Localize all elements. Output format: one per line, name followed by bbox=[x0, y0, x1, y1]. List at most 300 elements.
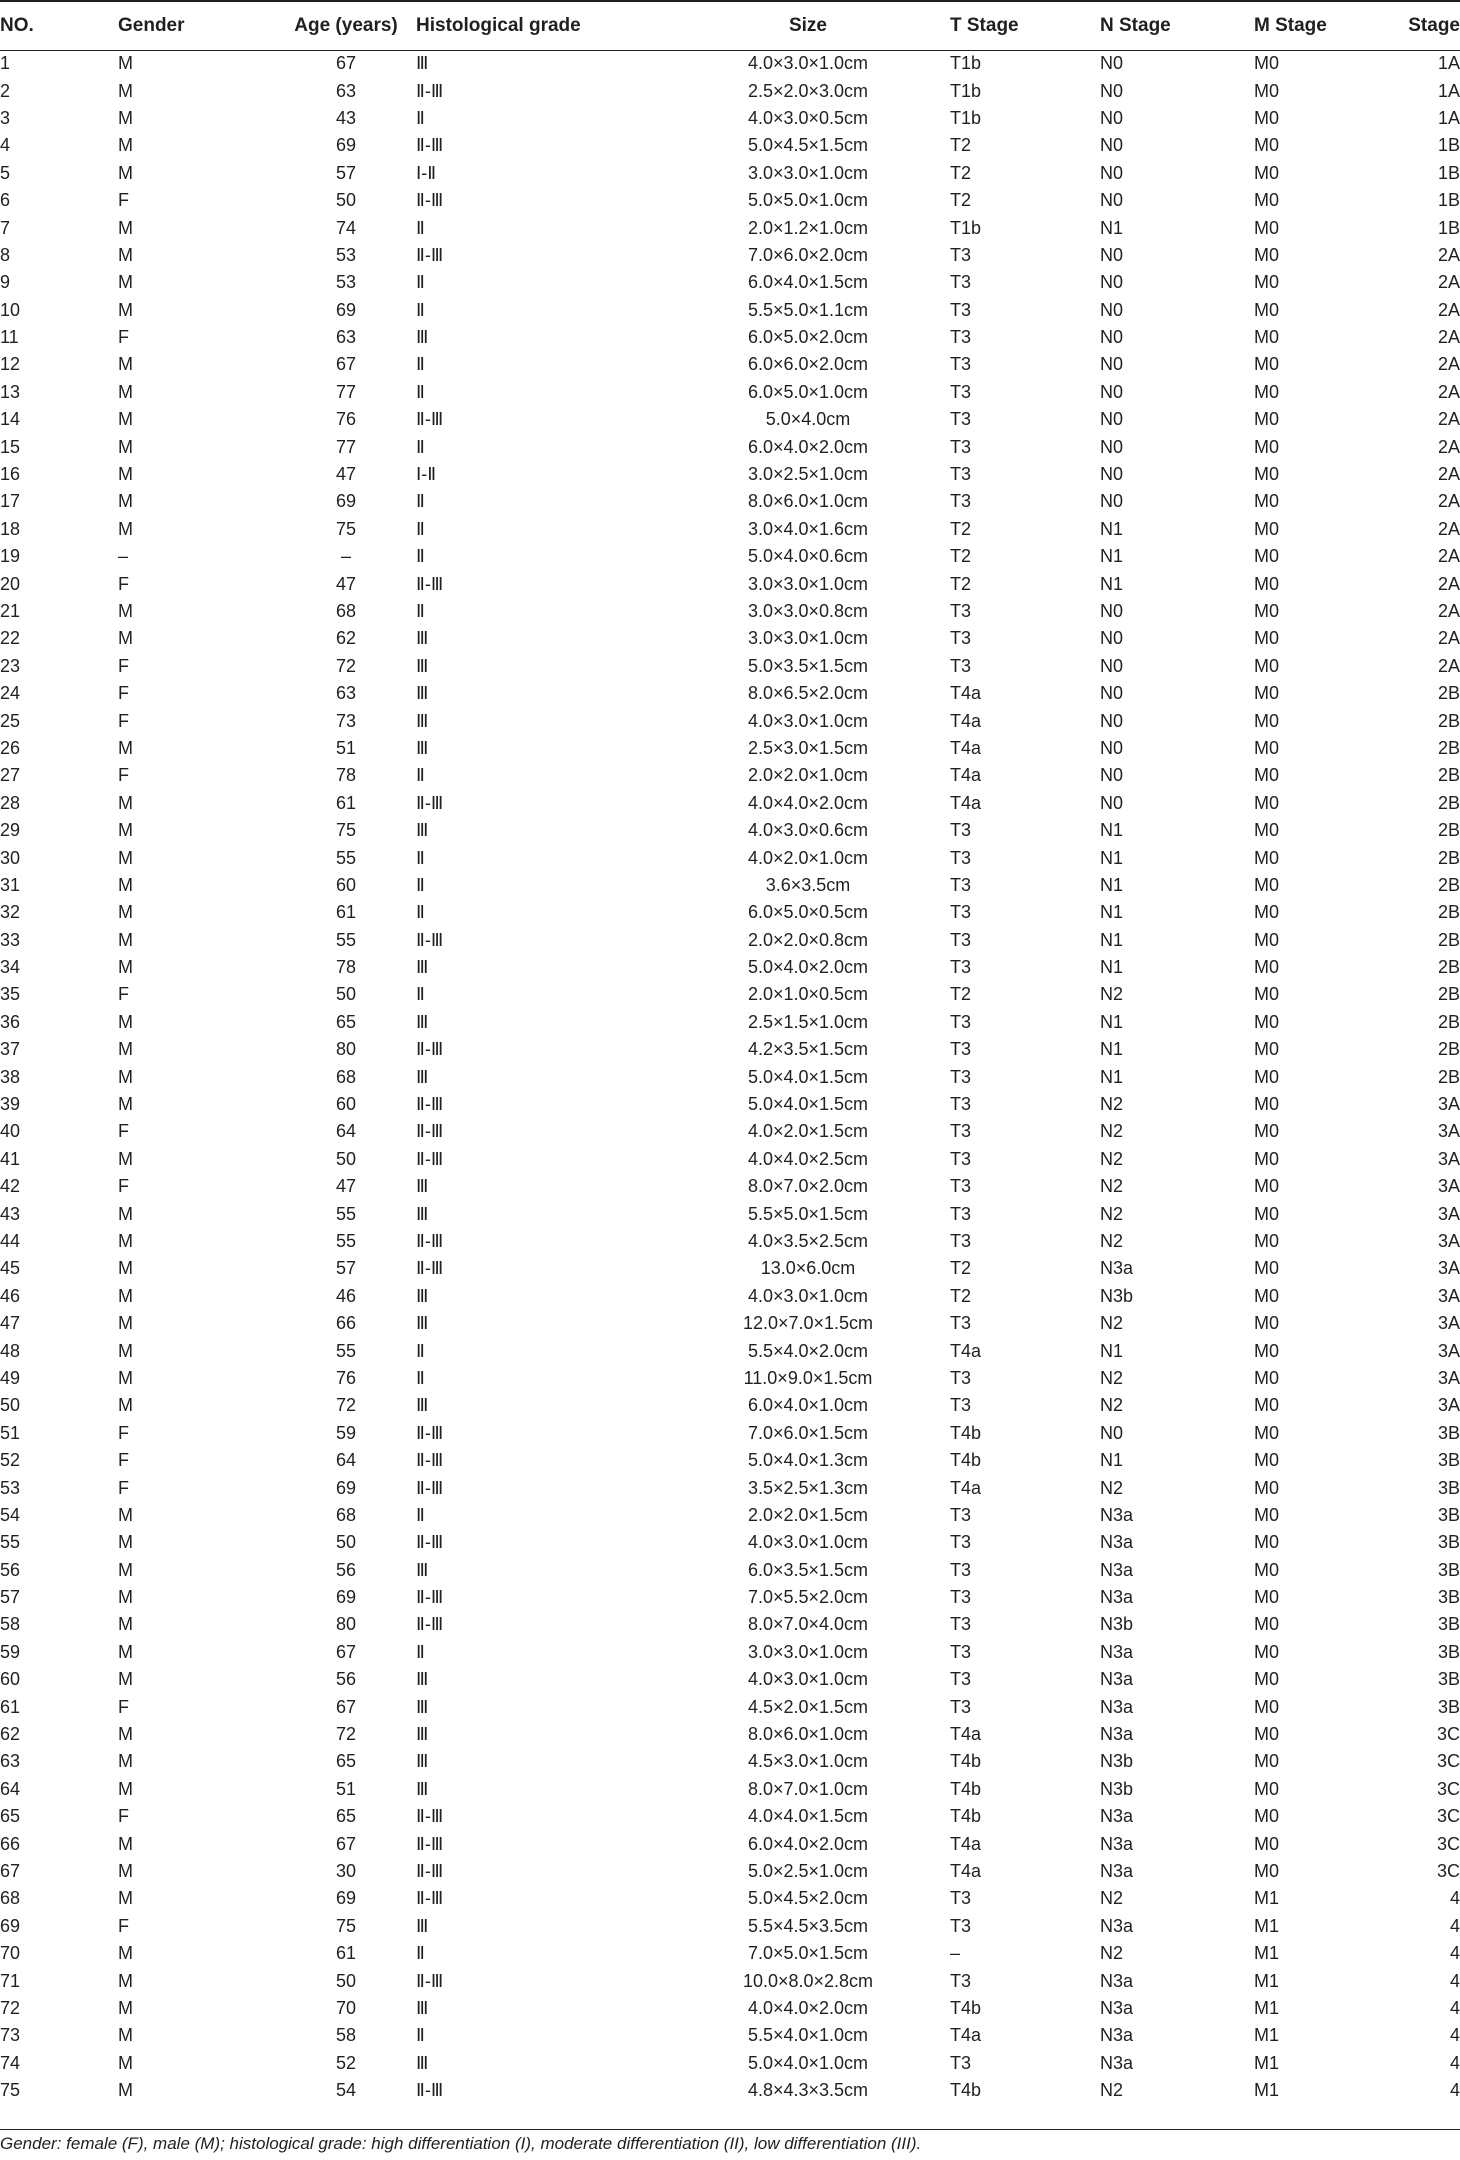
cell-t-stage: T3 bbox=[950, 902, 972, 923]
cell-age: 69 bbox=[335, 299, 357, 320]
table-row bbox=[0, 1913, 1460, 1940]
cell-size: 5.0×4.0×2.0cm bbox=[747, 957, 869, 978]
cell-t-stage: T3 bbox=[950, 244, 972, 265]
cell-no: 17 bbox=[0, 491, 21, 512]
cell-age: 74 bbox=[335, 217, 357, 238]
cell-m-stage: M0 bbox=[1254, 53, 1280, 74]
cell-histological-grade: Ⅲ bbox=[416, 1203, 429, 1224]
cell-gender: F bbox=[118, 710, 129, 731]
cell-t-stage: T3 bbox=[950, 1148, 972, 1169]
table-row bbox=[0, 2022, 1460, 2049]
cell-m-stage: M0 bbox=[1254, 628, 1280, 649]
cell-age: 67 bbox=[335, 1641, 357, 1662]
cell-stage: 3B bbox=[1437, 1450, 1460, 1471]
cell-age: 72 bbox=[335, 655, 357, 676]
cell-age: 43 bbox=[335, 107, 357, 128]
cell-t-stage: T3 bbox=[950, 1888, 972, 1909]
cell-n-stage: N1 bbox=[1100, 546, 1124, 567]
cell-size: 6.0×4.0×2.0cm bbox=[747, 1833, 869, 1854]
cell-size: 4.2×3.5×1.5cm bbox=[747, 1039, 869, 1060]
cell-histological-grade: Ⅱ-Ⅲ bbox=[416, 1477, 444, 1498]
column-header-n-stage: N Stage bbox=[1100, 15, 1171, 36]
cell-t-stage: T4a bbox=[950, 1860, 982, 1881]
cell-t-stage: T4b bbox=[950, 1806, 982, 1827]
table-row bbox=[0, 461, 1460, 488]
cell-age: 50 bbox=[335, 1970, 357, 1991]
cell-size: 2.5×3.0×1.5cm bbox=[747, 737, 869, 758]
cell-m-stage: M0 bbox=[1254, 1751, 1280, 1772]
cell-histological-grade: Ⅱ-Ⅲ bbox=[416, 80, 444, 101]
cell-no: 44 bbox=[0, 1230, 21, 1251]
cell-stage: 2A bbox=[1437, 272, 1460, 293]
cell-age: 78 bbox=[335, 765, 357, 786]
cell-age: 65 bbox=[335, 1806, 357, 1827]
cell-n-stage: N2 bbox=[1100, 1094, 1124, 1115]
cell-age: 69 bbox=[335, 1888, 357, 1909]
cell-histological-grade: Ⅱ bbox=[416, 491, 425, 512]
table-row bbox=[0, 324, 1460, 351]
cell-size: 7.0×5.5×2.0cm bbox=[747, 1587, 869, 1608]
cell-no: 9 bbox=[0, 272, 11, 293]
cell-gender: M bbox=[118, 80, 133, 101]
table-row bbox=[0, 214, 1460, 241]
cell-stage: 2B bbox=[1437, 737, 1460, 758]
cell-size: 6.0×5.0×2.0cm bbox=[747, 327, 869, 348]
cell-age: 65 bbox=[335, 1011, 357, 1032]
cell-age: 46 bbox=[335, 1285, 357, 1306]
cell-stage: 2A bbox=[1437, 244, 1460, 265]
cell-m-stage: M0 bbox=[1254, 1614, 1280, 1635]
cell-no: 57 bbox=[0, 1587, 21, 1608]
cell-no: 69 bbox=[0, 1915, 21, 1936]
cell-size: 3.0×2.5×1.0cm bbox=[747, 464, 869, 485]
cell-t-stage: T2 bbox=[950, 518, 972, 539]
table-row bbox=[0, 187, 1460, 214]
cell-m-stage: M0 bbox=[1254, 1724, 1280, 1745]
cell-gender: M bbox=[118, 874, 133, 895]
cell-n-stage: N1 bbox=[1100, 847, 1124, 868]
cell-gender: M bbox=[118, 1395, 133, 1416]
cell-histological-grade: Ⅱ-Ⅲ bbox=[416, 1450, 444, 1471]
cell-n-stage: N3a bbox=[1100, 1860, 1134, 1881]
cell-stage: 2A bbox=[1437, 299, 1460, 320]
cell-gender: F bbox=[118, 1121, 129, 1142]
cell-stage: 1A bbox=[1437, 53, 1460, 74]
cell-histological-grade: Ⅱ-Ⅲ bbox=[416, 1258, 444, 1279]
cell-size: 4.0×4.0×1.5cm bbox=[747, 1806, 869, 1827]
cell-m-stage: M0 bbox=[1254, 737, 1280, 758]
cell-m-stage: M0 bbox=[1254, 1422, 1280, 1443]
cell-gender: M bbox=[118, 272, 133, 293]
cell-age: 53 bbox=[335, 244, 357, 265]
cell-t-stage: T3 bbox=[950, 847, 972, 868]
cell-stage: 4 bbox=[1449, 2080, 1460, 2101]
cell-t-stage: T3 bbox=[950, 1313, 972, 1334]
cell-stage: 3B bbox=[1437, 1477, 1460, 1498]
cell-no: 45 bbox=[0, 1258, 21, 1279]
cell-gender: M bbox=[118, 299, 133, 320]
cell-no: 58 bbox=[0, 1614, 21, 1635]
cell-m-stage: M0 bbox=[1254, 1477, 1280, 1498]
cell-t-stage: T3 bbox=[950, 1532, 972, 1553]
column-header-no: NO. bbox=[0, 15, 34, 36]
cell-gender: M bbox=[118, 518, 133, 539]
cell-n-stage: N2 bbox=[1100, 1176, 1124, 1197]
cell-no: 70 bbox=[0, 1943, 21, 1964]
cell-t-stage: T3 bbox=[950, 436, 972, 457]
cell-n-stage: N0 bbox=[1100, 792, 1124, 813]
cell-stage: 3A bbox=[1437, 1094, 1460, 1115]
cell-histological-grade: Ⅲ bbox=[416, 1176, 429, 1197]
cell-gender: M bbox=[118, 1943, 133, 1964]
cell-size: 7.0×6.0×2.0cm bbox=[747, 244, 869, 265]
cell-t-stage: T4a bbox=[950, 1340, 982, 1361]
cell-histological-grade: Ⅲ bbox=[416, 1285, 429, 1306]
cell-t-stage: T4a bbox=[950, 792, 982, 813]
table-row bbox=[0, 1118, 1460, 1145]
cell-n-stage: N0 bbox=[1100, 162, 1124, 183]
cell-stage: 2B bbox=[1437, 683, 1460, 704]
cell-n-stage: N3a bbox=[1100, 2025, 1134, 2046]
cell-m-stage: M0 bbox=[1254, 1806, 1280, 1827]
cell-t-stage: T3 bbox=[950, 1203, 972, 1224]
cell-gender: M bbox=[118, 1778, 133, 1799]
cell-n-stage: N1 bbox=[1100, 929, 1124, 950]
cell-age: 50 bbox=[335, 1148, 357, 1169]
column-header-m-stage: M Stage bbox=[1254, 15, 1327, 36]
cell-no: 67 bbox=[0, 1860, 21, 1881]
cell-m-stage: M0 bbox=[1254, 1641, 1280, 1662]
cell-no: 18 bbox=[0, 518, 21, 539]
cell-gender: F bbox=[118, 984, 129, 1005]
cell-m-stage: M0 bbox=[1254, 1450, 1280, 1471]
table-header-row bbox=[0, 2, 1460, 50]
cell-gender: M bbox=[118, 354, 133, 375]
cell-histological-grade: Ⅲ bbox=[416, 1669, 429, 1690]
cell-t-stage: T3 bbox=[950, 1641, 972, 1662]
cell-histological-grade: Ⅲ bbox=[416, 327, 429, 348]
cell-age: 68 bbox=[335, 1504, 357, 1525]
cell-size: 4.0×4.0×2.5cm bbox=[747, 1148, 869, 1169]
cell-n-stage: N2 bbox=[1100, 1477, 1124, 1498]
table-row bbox=[0, 379, 1460, 406]
cell-size: 5.0×4.5×1.5cm bbox=[747, 135, 869, 156]
cell-m-stage: M0 bbox=[1254, 1039, 1280, 1060]
column-header-age: Age (years) bbox=[294, 15, 398, 36]
cell-stage: 1B bbox=[1437, 135, 1460, 156]
cell-gender: F bbox=[118, 1696, 129, 1717]
cell-age: 57 bbox=[335, 1258, 357, 1279]
cell-gender: M bbox=[118, 244, 133, 265]
cell-m-stage: M0 bbox=[1254, 874, 1280, 895]
cell-size: 5.0×4.0cm bbox=[765, 409, 851, 430]
cell-histological-grade: Ⅰ-Ⅱ bbox=[416, 162, 437, 183]
table-row bbox=[0, 1420, 1460, 1447]
cell-histological-grade: Ⅱ bbox=[416, 1504, 425, 1525]
cell-histological-grade: Ⅱ bbox=[416, 765, 425, 786]
cell-no: 30 bbox=[0, 847, 21, 868]
cell-stage: 4 bbox=[1449, 1970, 1460, 1991]
table-row bbox=[0, 1776, 1460, 1803]
cell-no: 24 bbox=[0, 683, 21, 704]
cell-t-stage: T2 bbox=[950, 1258, 972, 1279]
cell-t-stage: T3 bbox=[950, 491, 972, 512]
cell-no: 73 bbox=[0, 2025, 21, 2046]
cell-size: 6.0×3.5×1.5cm bbox=[747, 1559, 869, 1580]
cell-age: 64 bbox=[335, 1121, 357, 1142]
cell-n-stage: N3a bbox=[1100, 1669, 1134, 1690]
cell-m-stage: M1 bbox=[1254, 1997, 1280, 2018]
cell-t-stage: T3 bbox=[950, 272, 972, 293]
cell-age: 75 bbox=[335, 820, 357, 841]
cell-histological-grade: Ⅱ bbox=[416, 601, 425, 621]
cell-size: 5.0×5.0×1.0cm bbox=[747, 190, 869, 211]
cell-m-stage: M0 bbox=[1254, 1395, 1280, 1416]
cell-t-stage: T3 bbox=[950, 2052, 972, 2073]
cell-gender: M bbox=[118, 2080, 133, 2101]
cell-histological-grade: Ⅲ bbox=[416, 53, 429, 74]
cell-stage: 4 bbox=[1449, 1888, 1460, 1909]
cell-age: 58 bbox=[335, 2025, 357, 2046]
cell-gender: M bbox=[118, 1724, 133, 1745]
cell-no: 71 bbox=[0, 1970, 21, 1991]
cell-size: 4.5×2.0×1.5cm bbox=[747, 1696, 869, 1717]
cell-histological-grade: Ⅲ bbox=[416, 1778, 429, 1799]
cell-age: 63 bbox=[335, 80, 357, 101]
cell-gender: M bbox=[118, 628, 133, 649]
cell-no: 6 bbox=[0, 190, 11, 211]
cell-no: 40 bbox=[0, 1121, 21, 1142]
cell-n-stage: N1 bbox=[1100, 874, 1124, 895]
cell-gender: M bbox=[118, 1285, 133, 1306]
cell-histological-grade: Ⅱ-Ⅲ bbox=[416, 573, 444, 594]
table-row bbox=[0, 1858, 1460, 1885]
cell-size: 4.5×3.0×1.0cm bbox=[747, 1751, 869, 1772]
cell-histological-grade: Ⅱ bbox=[416, 1367, 425, 1388]
cell-gender: M bbox=[118, 1888, 133, 1909]
cell-histological-grade: Ⅱ-Ⅲ bbox=[416, 135, 444, 156]
cell-n-stage: N2 bbox=[1100, 1313, 1124, 1334]
cell-no: 34 bbox=[0, 957, 21, 978]
cell-m-stage: M1 bbox=[1254, 1888, 1280, 1909]
cell-age: 55 bbox=[335, 847, 357, 868]
cell-n-stage: N2 bbox=[1100, 1203, 1124, 1224]
cell-t-stage: T4a bbox=[950, 765, 982, 786]
cell-m-stage: M0 bbox=[1254, 847, 1280, 868]
cell-gender: F bbox=[118, 1422, 129, 1443]
cell-t-stage: T3 bbox=[950, 601, 972, 621]
table-row bbox=[0, 1337, 1460, 1364]
cell-no: 38 bbox=[0, 1066, 21, 1087]
cell-size: 2.0×2.0×1.0cm bbox=[747, 765, 869, 786]
cell-no: 4 bbox=[0, 135, 11, 156]
cell-t-stage: T3 bbox=[950, 1614, 972, 1635]
cell-no: 61 bbox=[0, 1696, 21, 1717]
cell-histological-grade: Ⅱ-Ⅲ bbox=[416, 1422, 444, 1443]
cell-gender: M bbox=[118, 792, 133, 813]
cell-n-stage: N2 bbox=[1100, 984, 1124, 1005]
cell-histological-grade: Ⅱ-Ⅲ bbox=[416, 409, 444, 430]
table-row bbox=[0, 1091, 1460, 1118]
cell-gender: M bbox=[118, 107, 133, 128]
cell-histological-grade: Ⅱ-Ⅲ bbox=[416, 190, 444, 211]
cell-size: 4.0×3.0×0.5cm bbox=[747, 107, 869, 128]
cell-m-stage: M0 bbox=[1254, 107, 1280, 128]
cell-histological-grade: Ⅱ bbox=[416, 1340, 425, 1361]
cell-no: 55 bbox=[0, 1532, 21, 1553]
cell-stage: 3A bbox=[1437, 1176, 1460, 1197]
cell-m-stage: M0 bbox=[1254, 80, 1280, 101]
cell-age: 77 bbox=[335, 381, 357, 402]
cell-no: 39 bbox=[0, 1094, 21, 1115]
cell-gender: F bbox=[118, 1450, 129, 1471]
cell-t-stage: T3 bbox=[950, 1504, 972, 1525]
cell-size: 3.0×3.0×0.8cm bbox=[747, 601, 869, 621]
table-row bbox=[0, 1255, 1460, 1282]
cell-stage: 3B bbox=[1437, 1587, 1460, 1608]
cell-n-stage: N1 bbox=[1100, 573, 1124, 594]
cell-histological-grade: Ⅱ-Ⅲ bbox=[416, 929, 444, 950]
cell-age: 76 bbox=[335, 409, 357, 430]
cell-histological-grade: Ⅱ bbox=[416, 107, 425, 128]
cell-n-stage: N0 bbox=[1100, 436, 1124, 457]
cell-t-stage: T4a bbox=[950, 1477, 982, 1498]
cell-histological-grade: Ⅲ bbox=[416, 683, 429, 704]
cell-stage: 3B bbox=[1437, 1696, 1460, 1717]
cell-n-stage: N3b bbox=[1100, 1778, 1134, 1799]
cell-m-stage: M0 bbox=[1254, 381, 1280, 402]
cell-no: 42 bbox=[0, 1176, 21, 1197]
cell-t-stage: T3 bbox=[950, 1121, 972, 1142]
table-row bbox=[0, 1228, 1460, 1255]
cell-gender: F bbox=[118, 683, 129, 704]
cell-no: 7 bbox=[0, 217, 11, 238]
cell-n-stage: N0 bbox=[1100, 299, 1124, 320]
cell-m-stage: M0 bbox=[1254, 710, 1280, 731]
cell-n-stage: N2 bbox=[1100, 1943, 1124, 1964]
cell-n-stage: N0 bbox=[1100, 1422, 1124, 1443]
cell-t-stage: T3 bbox=[950, 1230, 972, 1251]
table-row bbox=[0, 77, 1460, 104]
cell-histological-grade: Ⅱ-Ⅲ bbox=[416, 1094, 444, 1115]
cell-size: 5.0×3.5×1.5cm bbox=[747, 655, 869, 676]
cell-n-stage: N3a bbox=[1100, 1696, 1134, 1717]
cell-stage: 4 bbox=[1449, 2052, 1460, 2073]
cell-m-stage: M0 bbox=[1254, 1176, 1280, 1197]
cell-age: 78 bbox=[335, 957, 357, 978]
cell-gender: M bbox=[118, 1340, 133, 1361]
cell-t-stage: T1b bbox=[950, 217, 982, 238]
cell-age: 47 bbox=[335, 464, 357, 485]
cell-t-stage: T1b bbox=[950, 80, 982, 101]
cell-gender: M bbox=[118, 847, 133, 868]
cell-t-stage: T4a bbox=[950, 683, 982, 704]
cell-stage: 2A bbox=[1437, 409, 1460, 430]
cell-no: 21 bbox=[0, 601, 21, 621]
cell-histological-grade: Ⅱ bbox=[416, 436, 425, 457]
cell-age: 75 bbox=[335, 518, 357, 539]
cell-n-stage: N1 bbox=[1100, 1066, 1124, 1087]
cell-n-stage: N0 bbox=[1100, 244, 1124, 265]
cell-m-stage: M0 bbox=[1254, 217, 1280, 238]
cell-age: – bbox=[340, 546, 351, 567]
cell-t-stage: T4b bbox=[950, 1997, 982, 2018]
cell-stage: 3A bbox=[1437, 1258, 1460, 1279]
cell-no: 74 bbox=[0, 2052, 21, 2073]
cell-no: 3 bbox=[0, 107, 11, 128]
cell-no: 54 bbox=[0, 1504, 21, 1525]
cell-histological-grade: Ⅱ-Ⅲ bbox=[416, 1121, 444, 1142]
cell-age: 75 bbox=[335, 1915, 357, 1936]
cell-no: 2 bbox=[0, 80, 11, 101]
cell-age: 80 bbox=[335, 1039, 357, 1060]
cell-t-stage: T3 bbox=[950, 957, 972, 978]
cell-size: 8.0×6.5×2.0cm bbox=[747, 683, 869, 704]
cell-stage: 2A bbox=[1437, 354, 1460, 375]
cell-size: 5.0×4.0×1.3cm bbox=[747, 1450, 869, 1471]
cell-m-stage: M0 bbox=[1254, 409, 1280, 430]
table-row bbox=[0, 1803, 1460, 1830]
cell-no: 46 bbox=[0, 1285, 21, 1306]
cell-no: 41 bbox=[0, 1148, 21, 1169]
cell-histological-grade: Ⅱ bbox=[416, 217, 425, 238]
cell-size: 3.0×3.0×1.0cm bbox=[747, 162, 869, 183]
cell-histological-grade: Ⅲ bbox=[416, 1751, 429, 1772]
table-row bbox=[0, 297, 1460, 324]
cell-m-stage: M0 bbox=[1254, 1094, 1280, 1115]
cell-histological-grade: Ⅲ bbox=[416, 2052, 429, 2073]
cell-t-stage: T3 bbox=[950, 1176, 972, 1197]
cell-stage: 3A bbox=[1437, 1395, 1460, 1416]
cell-m-stage: M0 bbox=[1254, 1367, 1280, 1388]
cell-n-stage: N0 bbox=[1100, 655, 1124, 676]
cell-gender: F bbox=[118, 655, 129, 676]
cell-gender: M bbox=[118, 1011, 133, 1032]
cell-histological-grade: Ⅱ-Ⅲ bbox=[416, 1587, 444, 1608]
cell-n-stage: N1 bbox=[1100, 820, 1124, 841]
cell-gender: M bbox=[118, 2052, 133, 2073]
table-row bbox=[0, 1447, 1460, 1474]
cell-m-stage: M0 bbox=[1254, 1504, 1280, 1525]
cell-m-stage: M0 bbox=[1254, 464, 1280, 485]
cell-no: 29 bbox=[0, 820, 21, 841]
patient-table bbox=[0, 2, 1460, 2104]
cell-histological-grade: Ⅱ bbox=[416, 381, 425, 402]
cell-m-stage: M0 bbox=[1254, 299, 1280, 320]
cell-stage: 3C bbox=[1436, 1751, 1460, 1772]
cell-size: 8.0×6.0×1.0cm bbox=[747, 1724, 869, 1745]
cell-histological-grade: Ⅲ bbox=[416, 628, 429, 649]
cell-gender: M bbox=[118, 1504, 133, 1525]
cell-n-stage: N3b bbox=[1100, 1285, 1134, 1306]
cell-m-stage: M1 bbox=[1254, 2052, 1280, 2073]
table-row bbox=[0, 160, 1460, 187]
cell-stage: 2B bbox=[1437, 874, 1460, 895]
cell-age: 67 bbox=[335, 1696, 357, 1717]
cell-size: 6.0×5.0×0.5cm bbox=[747, 902, 869, 923]
cell-no: 19 bbox=[0, 546, 21, 567]
cell-histological-grade: Ⅱ bbox=[416, 546, 425, 567]
cell-histological-grade: Ⅱ bbox=[416, 984, 425, 1005]
cell-age: 47 bbox=[335, 1176, 357, 1197]
cell-age: 61 bbox=[335, 792, 357, 813]
cell-m-stage: M0 bbox=[1254, 683, 1280, 704]
cell-size: 5.5×5.0×1.5cm bbox=[747, 1203, 869, 1224]
cell-no: 37 bbox=[0, 1039, 21, 1060]
cell-stage: 2A bbox=[1437, 573, 1460, 594]
cell-n-stage: N2 bbox=[1100, 1888, 1124, 1909]
cell-age: 69 bbox=[335, 1587, 357, 1608]
